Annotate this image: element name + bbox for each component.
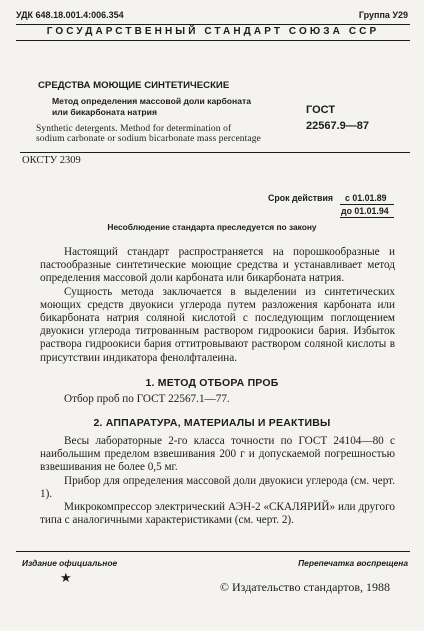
reprint-notice: Перепечатка воспрещена bbox=[298, 558, 408, 568]
validity-to: до 01.01.94 bbox=[341, 206, 389, 216]
subtitle-line-1: Метод определения массовой доли карбоната bbox=[52, 96, 251, 106]
subtitle-line-2: или бикарбоната натрия bbox=[52, 107, 157, 117]
gost-number: 22567.9—87 bbox=[306, 120, 369, 132]
validity-rule bbox=[340, 204, 394, 205]
validity-label: Срок действия bbox=[268, 193, 333, 203]
title-rule bbox=[20, 152, 410, 153]
gost-label: ГОСТ bbox=[306, 104, 336, 116]
state-standard-banner: ГОСУДАРСТВЕННЫЙ СТАНДАРТ СОЮЗА ССР bbox=[46, 26, 380, 37]
section-1-heading: 1. МЕТОД ОТБОРА ПРОБ bbox=[145, 377, 279, 389]
section-1-text: Отбор проб по ГОСТ 22567.1—77. bbox=[64, 393, 230, 405]
section-2-body bbox=[40, 435, 395, 527]
section-2-heading: 2. АППАРАТУРА, МАТЕРИАЛЫ И РЕАКТИВЫ bbox=[93, 417, 331, 429]
intro-paragraph-1: Настоящий стандарт распространяется на порошкообразные и пастообразные синтетические моющие средства и устанавливает метод определения массовой доли карбоната или бикарбоната натрия. bbox=[40, 246, 395, 285]
english-title-line-2: sodium carbonate or sodium bicarbonate mass percentage bbox=[36, 134, 261, 144]
official-edition: Издание официальное bbox=[22, 558, 118, 568]
prosecution-notice: Несоблюдение стандарта преследуется по закону bbox=[107, 222, 317, 232]
footer-rule bbox=[16, 551, 410, 552]
intro-section bbox=[40, 246, 395, 365]
section-2-paragraph-2: Прибор для определения массовой доли двуокиси углерода (см. черт. 1). bbox=[40, 474, 395, 500]
publisher-copyright: © Издательство стандартов, 1988 bbox=[219, 580, 390, 594]
section-2-paragraph-3: Микрокомпрессор электрический АЭН-2 «СКАЛЯРИЙ» или другого типа с аналогичными характеристиками (см. черт. 2). bbox=[40, 501, 395, 527]
validity-from: с 01.01.89 bbox=[345, 193, 387, 203]
header-rule-bottom bbox=[16, 40, 410, 41]
star-icon: ★ bbox=[60, 570, 72, 585]
document-title: СРЕДСТВА МОЮЩИЕ СИНТЕТИЧЕСКИЕ bbox=[38, 80, 230, 91]
okstu-code: ОКСТУ 2309 bbox=[22, 155, 81, 166]
english-title-line-1: Synthetic detergents. Method for determination of bbox=[36, 124, 232, 134]
intro-paragraph-2: Сущность метода заключается в выделении из синтетических моющих средств двуокиси углерода путем разложения карбоната или бикарбоната натрия соляной кислотой с последующим поглощением двуокиси углерода титрованным раствором гидроокиси бария. Избыток раствора гидроокиси бария оттитровывают раствором соляной кислоты в присутствии индикатора фенолфталеина. bbox=[40, 285, 395, 364]
group-code: Группа У29 bbox=[358, 10, 408, 20]
header-rule-top bbox=[16, 24, 410, 25]
validity-rule-bottom bbox=[340, 217, 394, 218]
section-2-paragraph-1: Весы лабораторные 2-го класса точности по ГОСТ 24104—80 с наибольшим пределом взвешивания 200 г и допускаемой погрешностью взвешивания не более 0,5 мг. bbox=[40, 435, 395, 474]
udk-code: УДК 648.18.001.4:006.354 bbox=[16, 10, 124, 20]
